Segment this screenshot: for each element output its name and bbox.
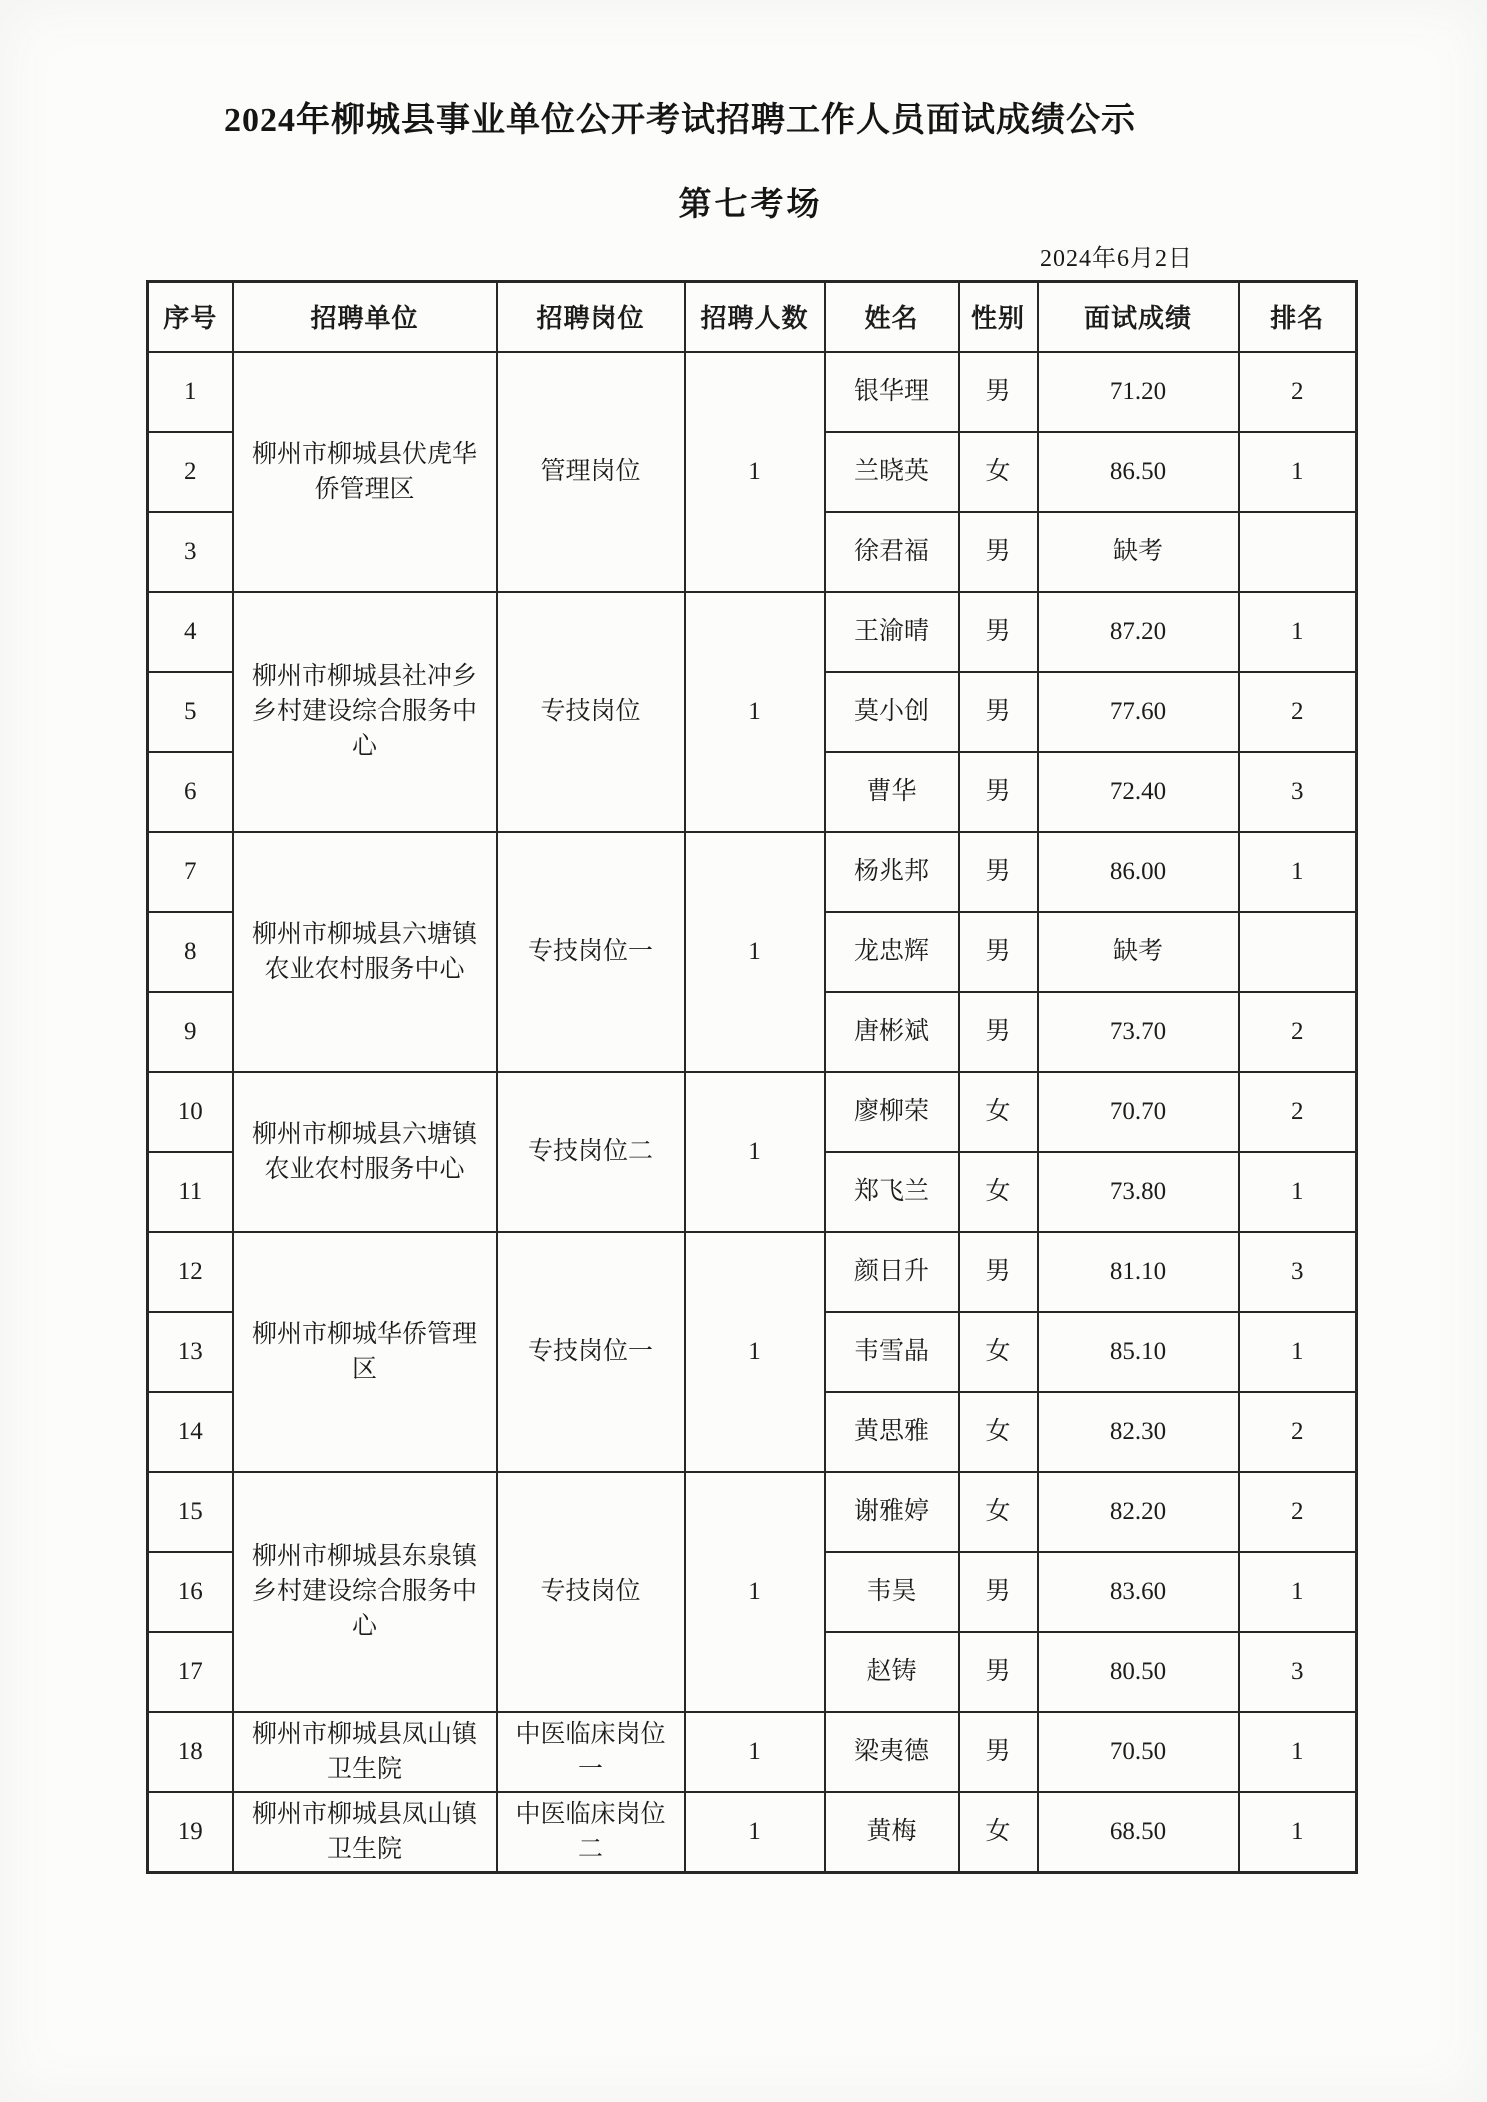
cell-rank: 3 <box>1239 1632 1357 1712</box>
cell-seq: 16 <box>148 1552 233 1632</box>
cell-rank: 1 <box>1239 1152 1357 1232</box>
cell-seq: 6 <box>148 752 233 832</box>
cell-score: 77.60 <box>1038 672 1239 752</box>
cell-unit: 柳州市柳城县伏虎华侨管理区 <box>233 352 497 592</box>
cell-score: 缺考 <box>1038 512 1239 592</box>
cell-post: 专技岗位 <box>497 1472 685 1712</box>
cell-score: 82.30 <box>1038 1392 1239 1472</box>
cell-score: 73.70 <box>1038 992 1239 1072</box>
header-unit: 招聘单位 <box>233 282 497 352</box>
cell-rank: 1 <box>1239 592 1357 672</box>
cell-seq: 11 <box>148 1152 233 1232</box>
header-rank: 排名 <box>1239 282 1357 352</box>
cell-seq: 1 <box>148 352 233 432</box>
cell-post: 管理岗位 <box>497 352 685 592</box>
cell-seq: 8 <box>148 912 233 992</box>
cell-seq: 19 <box>148 1792 233 1873</box>
cell-gender: 男 <box>959 912 1038 992</box>
cell-gender: 男 <box>959 1552 1038 1632</box>
cell-seq: 14 <box>148 1392 233 1472</box>
header-count: 招聘人数 <box>685 282 825 352</box>
cell-name: 郑飞兰 <box>825 1152 959 1232</box>
cell-gender: 男 <box>959 992 1038 1072</box>
cell-name: 莫小创 <box>825 672 959 752</box>
cell-score: 80.50 <box>1038 1632 1239 1712</box>
document-date: 2024年6月2日 <box>1040 246 1193 272</box>
cell-score: 70.50 <box>1038 1712 1239 1792</box>
cell-gender: 女 <box>959 1472 1038 1552</box>
cell-unit: 柳州市柳城县六塘镇农业农村服务中心 <box>233 1072 497 1232</box>
cell-name: 颜日升 <box>825 1232 959 1312</box>
cell-name: 黄思雅 <box>825 1392 959 1472</box>
cell-unit: 柳州市柳城县六塘镇农业农村服务中心 <box>233 832 497 1072</box>
cell-rank: 1 <box>1239 1552 1357 1632</box>
cell-seq: 2 <box>148 432 233 512</box>
exam-room-subtitle: 第七考场 <box>678 187 823 223</box>
cell-seq: 4 <box>148 592 233 672</box>
cell-score: 81.10 <box>1038 1232 1239 1312</box>
cell-unit: 柳州市柳城县凤山镇卫生院 <box>233 1712 497 1792</box>
cell-score: 87.20 <box>1038 592 1239 672</box>
cell-gender: 男 <box>959 352 1038 432</box>
cell-score: 82.20 <box>1038 1472 1239 1552</box>
cell-name: 曹华 <box>825 752 959 832</box>
cell-name: 赵铸 <box>825 1632 959 1712</box>
cell-rank: 1 <box>1239 1712 1357 1792</box>
cell-unit: 柳州市柳城县凤山镇卫生院 <box>233 1792 497 1873</box>
cell-seq: 10 <box>148 1072 233 1152</box>
cell-gender: 女 <box>959 1152 1038 1232</box>
cell-rank: 2 <box>1239 992 1357 1072</box>
cell-name: 韦雪晶 <box>825 1312 959 1392</box>
cell-rank: 2 <box>1239 1072 1357 1152</box>
cell-seq: 15 <box>148 1472 233 1552</box>
cell-post: 中医临床岗位二 <box>497 1792 685 1873</box>
table-header <box>148 282 1357 352</box>
cell-name: 谢雅婷 <box>825 1472 959 1552</box>
cell-score: 85.10 <box>1038 1312 1239 1392</box>
cell-post: 专技岗位二 <box>497 1072 685 1232</box>
cell-score: 86.00 <box>1038 832 1239 912</box>
cell-name: 杨兆邦 <box>825 832 959 912</box>
page-title: 2024年柳城县事业单位公开考试招聘工作人员面试成绩公示 <box>224 102 1136 139</box>
table-row <box>148 352 1357 432</box>
cell-score: 缺考 <box>1038 912 1239 992</box>
cell-rank: 2 <box>1239 1392 1357 1472</box>
cell-seq: 13 <box>148 1312 233 1392</box>
table-row <box>148 1792 1357 1873</box>
cell-name: 龙忠辉 <box>825 912 959 992</box>
table-header-row <box>148 282 1357 352</box>
interview-results-table <box>146 280 1358 1874</box>
cell-gender: 男 <box>959 512 1038 592</box>
cell-seq: 9 <box>148 992 233 1072</box>
cell-rank: 1 <box>1239 1792 1357 1873</box>
cell-name: 银华理 <box>825 352 959 432</box>
cell-seq: 3 <box>148 512 233 592</box>
cell-name: 徐君福 <box>825 512 959 592</box>
cell-rank <box>1239 912 1357 992</box>
cell-score: 68.50 <box>1038 1792 1239 1873</box>
cell-rank: 3 <box>1239 1232 1357 1312</box>
cell-rank: 1 <box>1239 432 1357 512</box>
cell-name: 兰晓英 <box>825 432 959 512</box>
cell-unit: 柳州市柳城华侨管理区 <box>233 1232 497 1472</box>
header-post: 招聘岗位 <box>497 282 685 352</box>
cell-gender: 女 <box>959 1312 1038 1392</box>
header-seq: 序号 <box>148 282 233 352</box>
cell-count: 1 <box>685 1072 825 1232</box>
table-row <box>148 1072 1357 1152</box>
cell-gender: 男 <box>959 1712 1038 1792</box>
table-row <box>148 1712 1357 1792</box>
cell-seq: 18 <box>148 1712 233 1792</box>
cell-count: 1 <box>685 352 825 592</box>
cell-score: 83.60 <box>1038 1552 1239 1632</box>
cell-post: 专技岗位一 <box>497 832 685 1072</box>
cell-count: 1 <box>685 1232 825 1472</box>
cell-rank <box>1239 512 1357 592</box>
cell-gender: 男 <box>959 1632 1038 1712</box>
cell-count: 1 <box>685 592 825 832</box>
cell-seq: 17 <box>148 1632 233 1712</box>
cell-gender: 女 <box>959 1392 1038 1472</box>
header-score: 面试成绩 <box>1038 282 1239 352</box>
cell-count: 1 <box>685 1472 825 1712</box>
cell-rank: 2 <box>1239 672 1357 752</box>
table-row <box>148 832 1357 912</box>
cell-gender: 男 <box>959 592 1038 672</box>
header-gender: 性别 <box>959 282 1038 352</box>
results-table-body <box>148 352 1357 1873</box>
cell-gender: 男 <box>959 832 1038 912</box>
cell-score: 73.80 <box>1038 1152 1239 1232</box>
cell-gender: 男 <box>959 672 1038 752</box>
cell-unit: 柳州市柳城县社冲乡乡村建设综合服务中心 <box>233 592 497 832</box>
cell-gender: 男 <box>959 1232 1038 1312</box>
cell-name: 王渝晴 <box>825 592 959 672</box>
cell-gender: 女 <box>959 432 1038 512</box>
cell-name: 唐彬斌 <box>825 992 959 1072</box>
cell-name: 黄梅 <box>825 1792 959 1873</box>
cell-rank: 2 <box>1239 352 1357 432</box>
cell-post: 专技岗位 <box>497 592 685 832</box>
cell-rank: 3 <box>1239 752 1357 832</box>
cell-seq: 5 <box>148 672 233 752</box>
table-row <box>148 1232 1357 1312</box>
table-row <box>148 592 1357 672</box>
cell-score: 71.20 <box>1038 352 1239 432</box>
cell-post: 中医临床岗位一 <box>497 1712 685 1792</box>
cell-gender: 女 <box>959 1072 1038 1152</box>
cell-count: 1 <box>685 1792 825 1873</box>
cell-score: 70.70 <box>1038 1072 1239 1152</box>
cell-count: 1 <box>685 1712 825 1792</box>
cell-name: 廖柳荣 <box>825 1072 959 1152</box>
cell-seq: 12 <box>148 1232 233 1312</box>
cell-rank: 1 <box>1239 832 1357 912</box>
table-row <box>148 1472 1357 1552</box>
cell-post: 专技岗位一 <box>497 1232 685 1472</box>
cell-score: 86.50 <box>1038 432 1239 512</box>
cell-rank: 1 <box>1239 1312 1357 1392</box>
cell-score: 72.40 <box>1038 752 1239 832</box>
cell-name: 韦昊 <box>825 1552 959 1632</box>
cell-gender: 男 <box>959 752 1038 832</box>
cell-count: 1 <box>685 832 825 1072</box>
cell-name: 梁夷德 <box>825 1712 959 1792</box>
cell-gender: 女 <box>959 1792 1038 1873</box>
header-name: 姓名 <box>825 282 959 352</box>
cell-unit: 柳州市柳城县东泉镇乡村建设综合服务中心 <box>233 1472 497 1712</box>
cell-rank: 2 <box>1239 1472 1357 1552</box>
cell-seq: 7 <box>148 832 233 912</box>
